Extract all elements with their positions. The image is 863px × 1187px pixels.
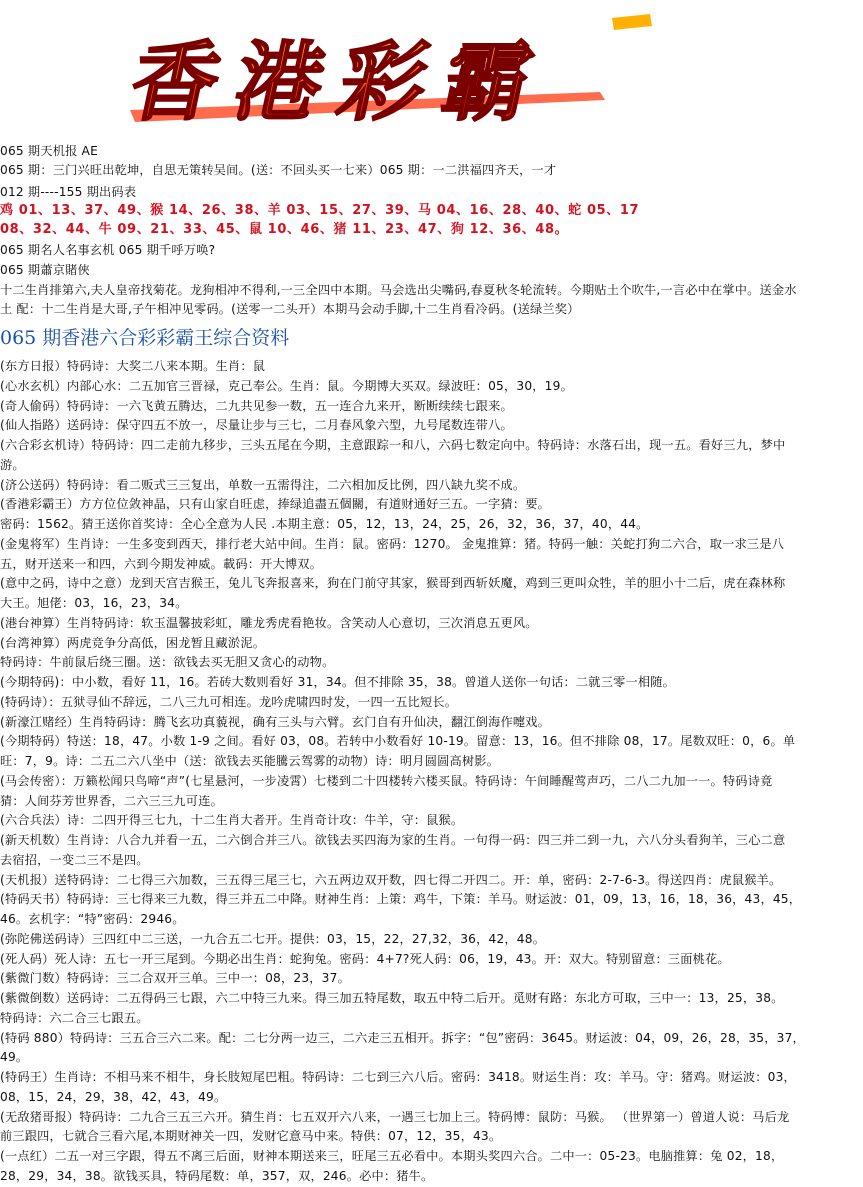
top-text-line: 065 期天机报 AE [0, 144, 98, 158]
top-text-line: 065 期：三门兴旺出乾坤，自思无策转吴间。(送：不回头买一七来）065 期：一二洪福四齐天，一才 [0, 163, 557, 177]
body-text-line: 去宿招，一变二三不是四。 [0, 852, 149, 867]
top-text-line: 065 期蕭京賭俠 [0, 263, 90, 277]
body-text-line: (特码王）生肖诗：不相马来不相牛，身长肢短尾巴粗。特码诗：二七到三六八后。密码：3418。财运生肖：攻：羊马。守：猪鸡。财运波：03， [0, 1070, 796, 1084]
body-text-line: (死人码）死人诗：五七一开三尾到。今期必出生肖：蛇狗兔。密码：4+7?死人码：06，19，43。开：双大。特别留意：三面桃花。 [0, 951, 730, 966]
banner-logo [0, 0, 863, 140]
page-heading: 065 期香港六合彩彩霸王综合资料 [0, 327, 290, 349]
body-text-line: 旺：7，9。诗：二五二六八坐中（送：欲钱去买能騰云驾雾的动物）诗：明月圆圆高树影。 [0, 754, 500, 768]
body-text-line: 特码诗：牛前鼠后绕三圈。送：欲钱去买无胆又贪心的动物。 [0, 655, 335, 670]
body-text-line: (今期特码）特送：18，47。小数 1-9 之间。看好 03，08。若转中小数看好 10-19。留意：13，16。但不排除 08，17。尾数双旺：0，6。单 [0, 734, 796, 749]
body-text-line: 特码诗：六二合三七跟五。 [0, 1010, 149, 1025]
body-text-line: 密码：1562。猜王送你首奖诗：全心全意为人民 .本期主意：05，12，13，24，25，26，32，36，37，40，44。 [0, 517, 649, 531]
body-text-line: (紫微门数）特码诗：三二合双开三单。三中一：08，23，37。 [0, 971, 350, 986]
top-text-line: 012 期----155 期出码表 [0, 185, 137, 199]
body-text-line: 49。 [0, 1050, 29, 1065]
body-text-line: (马会传密）：万籁松闻只鸟啼“声”(七星悬河，一步凌霄）七楼到二十四楼转六楼买鼠。特码诗：午间睡醒莺声巧，二八二九加一一。特码诗竟 [0, 773, 773, 788]
body-text-line: (特码 880）特码诗：三五合三六二来。配：二七分两一边三，二六走三五相开。拆字：“包”密码：3645。财运波：04，09，26，28，35，37， [0, 1030, 805, 1045]
logo-graphic [0, 0, 863, 140]
body-text-line: 猜：人间芬芳世界香，二六三三九可连。 [0, 793, 223, 808]
body-text-line: (东方日报）特码诗：大奖二八来本期。生肖：鼠 [0, 359, 266, 373]
body-text-line: (心水玄机）内部心水：二五加官三晋禄，克己奉公。生肖：鼠。今期博大买双。绿波旺：05，30，19。 [0, 378, 573, 393]
body-text-line: (仙人指路）送码诗：保守四五不放一，尽量让步与三七，二月春风象六型，九号尾数连带八。 [0, 418, 513, 433]
body-text-line: (特码诗）：五狱寻仙不辞远，二八三九可相连。龙吟虎啸四时发，一四一五比短长。 [0, 694, 458, 709]
body-text-line: (弥陀佛送码诗）三四红中二三送，一九合五二七开。提供：03，15，22，27,32，36，42，48。 [0, 931, 546, 946]
body-text-line: (六合兵法）诗：二四开得三七九，十二生肖大者开。生肖奇计攻：牛羊，守：鼠猴。 [0, 813, 464, 828]
body-text-line: 游。 [0, 457, 25, 472]
body-text-line: (六合彩玄机诗）特码诗：四二走前九移步，三头五尾在今期，主意跟踪一和八，六码七数定向中。特码诗：水落石出，现一五。看好三九，梦中 [0, 438, 786, 452]
body-text-line: (新濠江赌经）生肖特码诗：腾飞玄功真藐视，确有三头与六臂。玄门自有升仙决，翻江倒海作嚏戏。 [0, 714, 551, 729]
body-text-line: (济公送码）特码诗：看二贩式三三复出，单数一五需得注，二六相加反比例，四八缺九奖不成。 [0, 477, 526, 492]
body-text-line: (无敌猪哥报）特码诗：二九合三五三六开。猜生肖：七五双开六八来，一遇三七加上三。特码博：鼠防：马猴。 （世界第一）曾道人说：马后龙 [0, 1109, 790, 1124]
zodiac-number-line: 08、32、44、牛 09、21、33、45、鼠 10、46、猪 11、23、47、狗 12、36、48。 [0, 222, 569, 237]
body-text-line: 28，29，34，38。欲钱买具，特码尾数：单，357，双，246。必中：猪牛。 [0, 1168, 434, 1183]
body-text-line: (特码天书）特码诗：三七得来三九数，得三并五二中降。财神生肖：上策：鸡牛，下策：羊马。财运波：01，09，13，16，18，36，43，45， [0, 892, 802, 907]
body-text-line: (港台神算）生肖特码诗：软玉温馨披彩虹，雕龙秀虎看艳妆。含笑动人心意切，三次消息五更风。 [0, 615, 538, 630]
body-text-line: 08，15，24，29，38，42，43，49。 [0, 1089, 227, 1104]
top-text-line: 十二生肖排第六,夫人皇帝找菊花。龙狗相冲不得利,一三全四中本期。马会选出尖嘴码,春夏秋冬轮流转。今期贴土个吹牛,一言必中在掌中。送金水 [0, 283, 797, 297]
body-text-line: (香港彩霸王）方方位位敛神晶，只有山家自旺虑，捧绿追盡五個關，有道财通好三五。一字猜：要。 [0, 497, 551, 512]
top-text-line: 065 期名人名事玄机 065 期千呼万唤? [0, 243, 216, 257]
body-text-line: (奇人偷码）特码诗：一六飞黄五腾达，二九共见参一数，五一连合九来开，断断续续七跟来。 [0, 398, 513, 413]
body-text-line: 46。玄机字：“特”密码：2946。 [0, 912, 185, 926]
body-text-line: (新天机数）生肖诗：八合九并看一五，二六倒合并三八。欲钱去买四海为家的生肖。一句得一码：四三并二到一九，六八分头看狗羊，三心二意 [0, 833, 786, 847]
body-text-line: (紫微倒数）送码诗：二五得码三七跟，六二中特三九来。得三加五特尾数，取五中特二后开。觅财有路：东北方可取，三中一：13，25，38。 [0, 991, 784, 1005]
body-text-line: 大王。旭佬：03，16，23，34。 [0, 596, 188, 610]
body-text-line: (一点红）二五一对三字跟，得五不离三后面，财神本期送来三，旺尾三五必看中。本期头奖四六合。二中一：05-23。电脑推算：兔 02，18， [0, 1149, 784, 1163]
body-text-line: 前三跟四，七就合三看六尾,本期财神关一四，发财它意马中来。特供：07，12，35，43。 [0, 1129, 502, 1144]
body-text-line: (金鬼将军）生肖诗：一生多变到西天，排行老大站中间。生肖：鼠。密码：1270。 金鬼推算：猪。特码一触：关蛇打狗二六合，取一求三是八 [0, 536, 785, 551]
body-text-line: 五，财开送来一和四，六到今期发神威。載码：开大博双。 [0, 556, 323, 571]
zodiac-number-line: 鸡 01、13、37、49、猴 14、26、38、羊 03、15、27、39、马 04、16、28、40、蛇 05、17 [0, 203, 640, 218]
body-text-line: (意中之码，诗中之意）龙到天宫吉猴王，兔儿飞奔报喜来，狗在门前守其家，猴哥到西斩妖魔，鸡到三更叫众牲，羊的胆小十二后，虎在森林称 [0, 576, 786, 591]
body-text-line: (台湾神算）两虎竞争分高低，困龙暂且藏淤泥。 [0, 635, 266, 650]
body-text-line: (天机报）送特码诗：二七得三六加数，三五得三尾三七，六五两边双开数，四七得二开四二。开：单，密码：2-7-6-3。得送四肖：虎鼠猴羊。 [0, 872, 782, 887]
top-text-line: 土 配：十二生肖是大哥,子午相冲见零码。(送零一二头开）本期马会动手脚,十二生肖看冷码。(送绿兰奖） [0, 302, 580, 316]
svg-text:香港彩霸: 香港彩霸 [121, 31, 560, 133]
body-text-line: (今期特码)：中小数，看好 11，16。若砖大数则看好 31，34。但不排除 35，38。曾道人送你一句话：二就三零一相随。 [0, 675, 676, 689]
